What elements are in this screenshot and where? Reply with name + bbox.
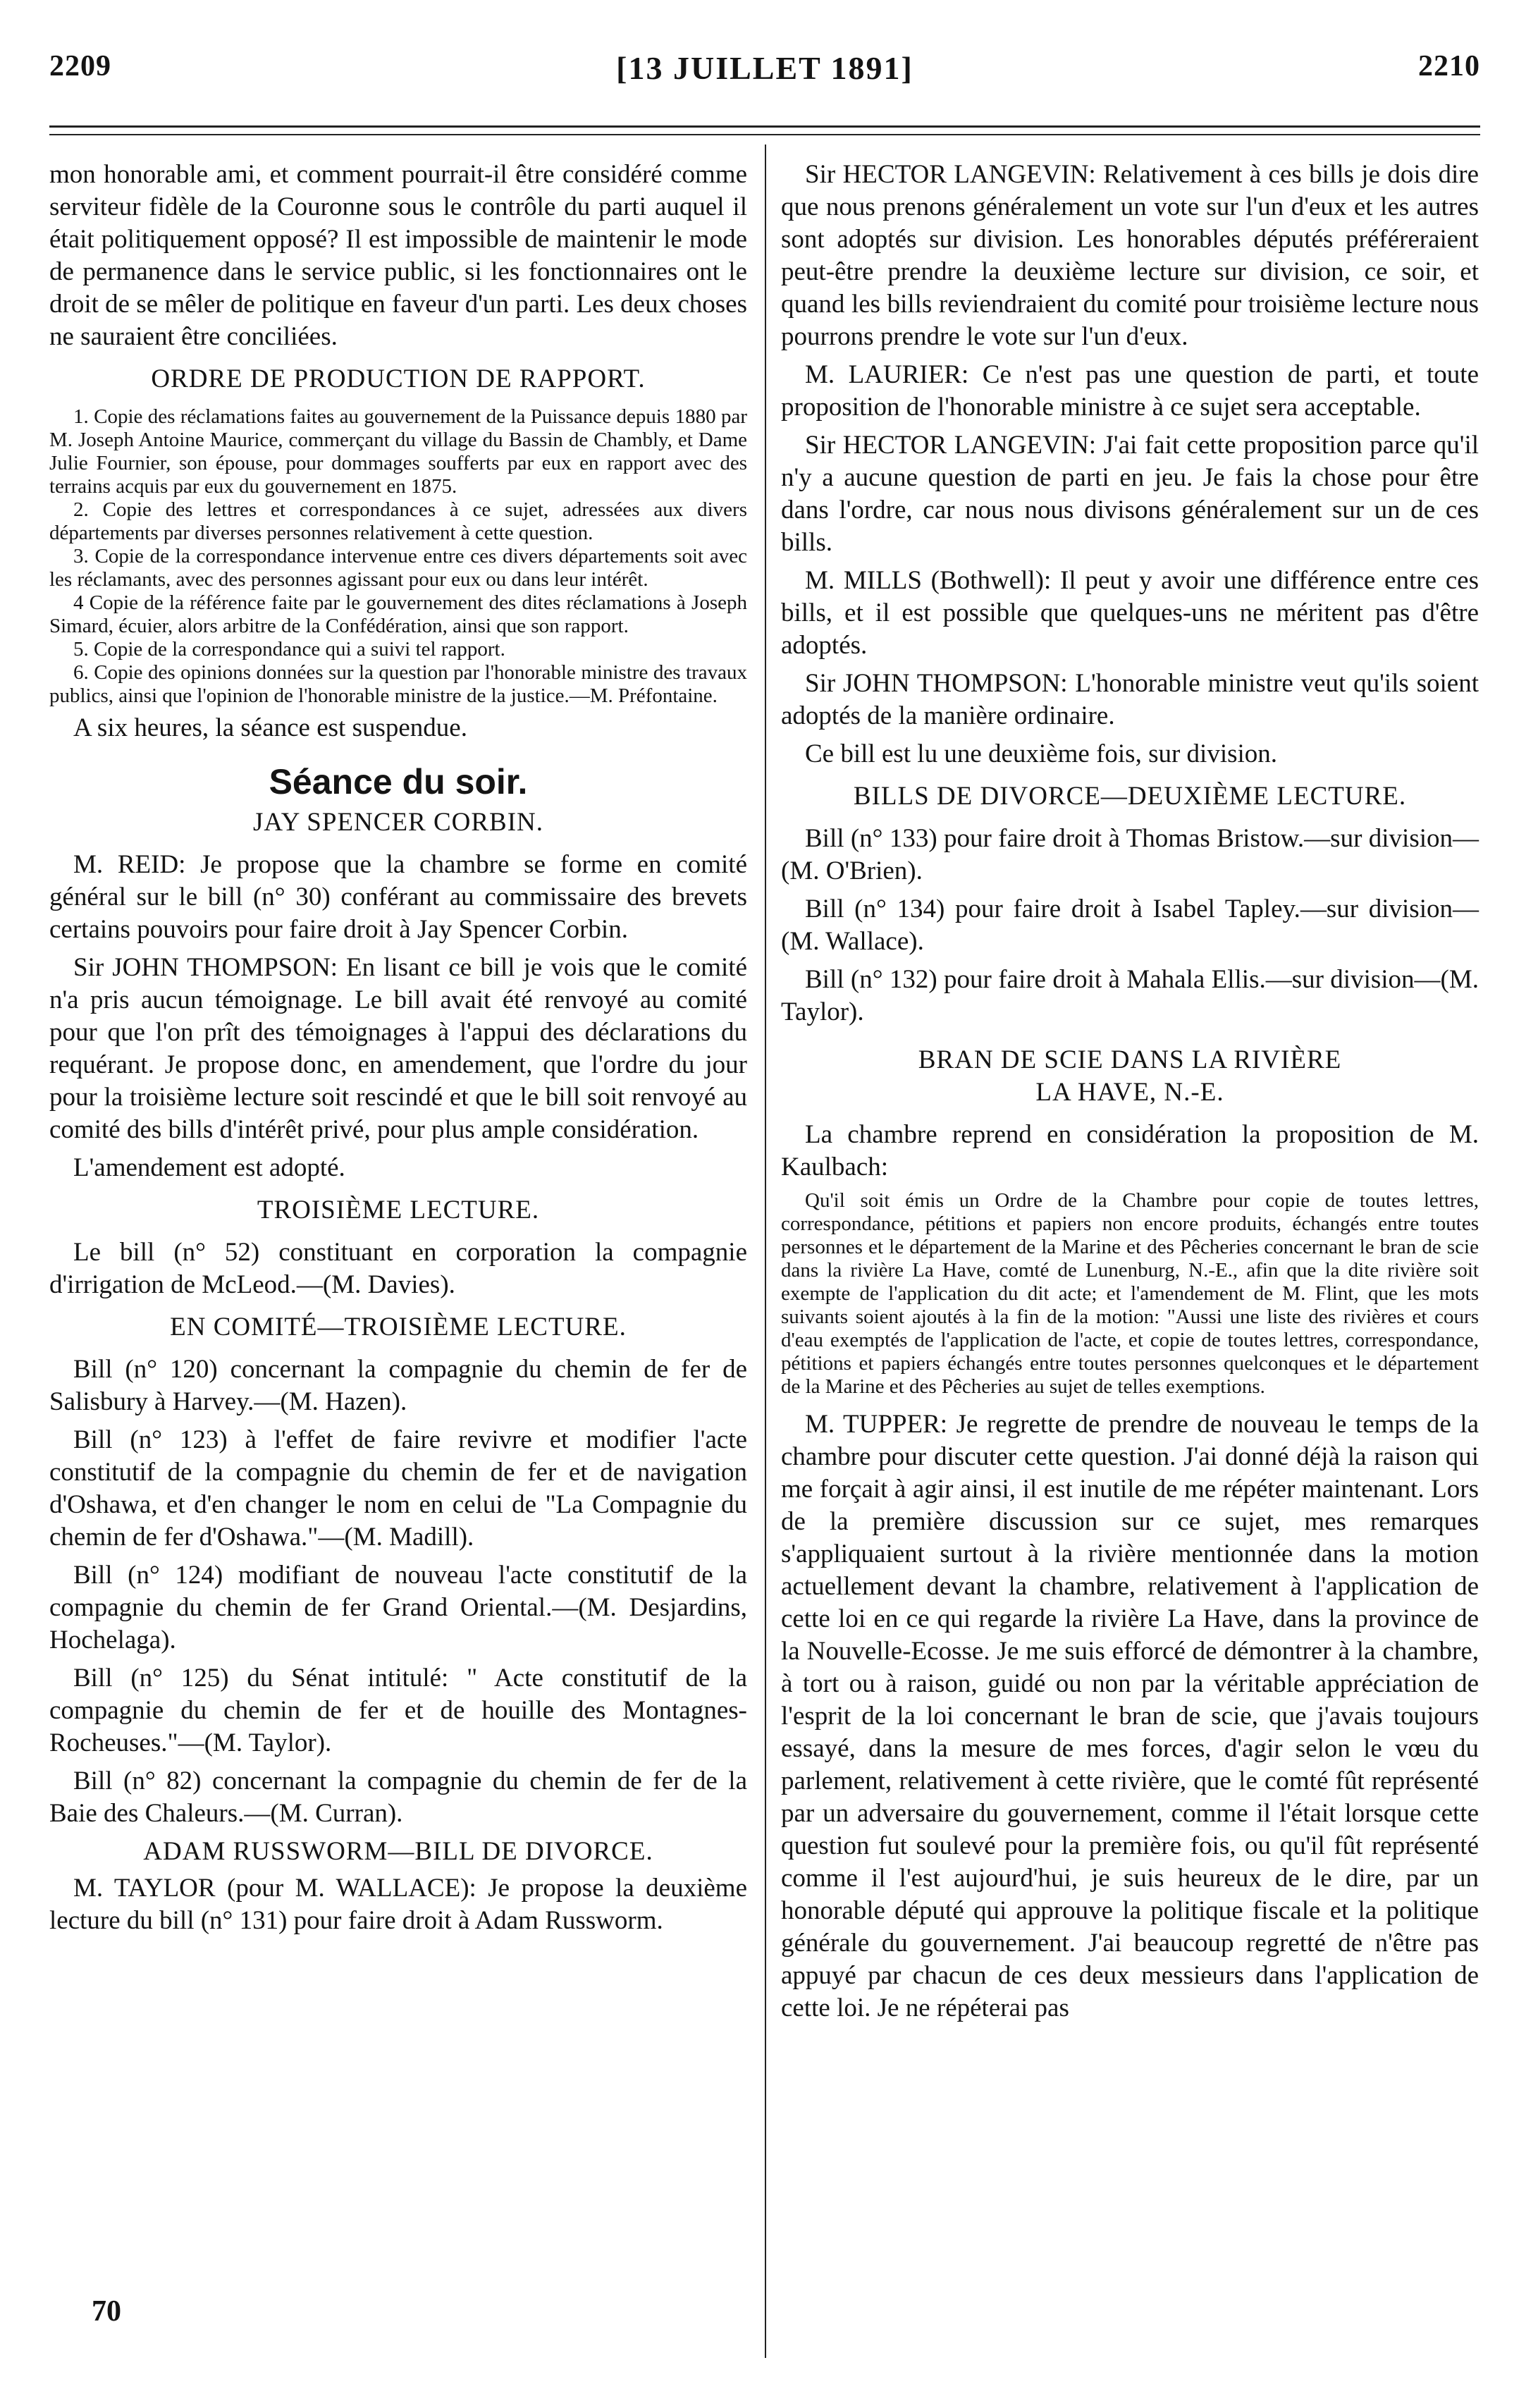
header-rule-bottom — [49, 134, 1480, 135]
paragraph: M. TUPPER: Je regrette de prendre de nouveau le temps de la chambre pour discuter cette question. J'ai donné déjà la raison qui me forçait à agir ainsi, il est inutile de me répéter maintenant. Lors de la première discussion sur ce sujet, mes remarques s'appliquaient surtout à la rivière mentionnée dans la motion actuellement devant la chambre, relativement à l'application de cette loi en ce qui regarde la rivière La Have, dans la province de la Nouvelle-Ecosse. Je me suis efforcé de démontrer à la chambre, à tort ou à raison, guidé ou non par la véritable appréciation de l'esprit de la loi concernant le bran de scie, que j'avais toujours essayé, dans la mesure de mes forces, d'agir selon le vœu du parlement, relativement à cette rivière, que le comté fût représenté par un adversaire du gouvernement, comme il l'était lorsque cette question fut soulevé pour la première fois, ou qu'il fût représenté comme il l'est aujourd'hui, je suis heureux de le dire, par un honorable député qui approuve la politique fiscale et la politique générale du gouvernement. J'ai beaucoup regretté de n'être pas appuyé par chacun de ces deux messieurs dans l'application de cette loi. Je ne répéterai pas — [781, 1410, 1479, 2022]
paragraph: Sir JOHN THOMPSON: En lisant ce bill je vois que le comité n'a pris aucun témoignage. Le bill avait été renvoyé au comité pour que l'on prît des témoignages à l'appui des déclarations du requérant. Je propose donc, en amendement, que l'ordre du jour pour la troisième lecture soit rescindé et que le bill soit renvoyé au comité des bills d'intérêt privé, pour plus ample considération. — [49, 953, 747, 1144]
signature-number: 70 — [92, 2295, 121, 2328]
paragraph: Bill (n° 133) pour faire droit à Thomas Bristow.—sur division—(M. O'Brien). — [781, 824, 1479, 885]
paragraph: Bill (n° 132) pour faire droit à Mahala Ellis.—sur division—(M. Taylor). — [781, 965, 1479, 1026]
paragraph: Le bill (n° 52) constituant en corporation la compagnie d'irrigation de McLeod.—(M. Davies). — [49, 1238, 747, 1299]
paragraph: M. MILLS (Bothwell): Il peut y avoir une différence entre ces bills, et il est possible que quelques-uns ne méritent pas d'être adoptés. — [781, 566, 1479, 660]
right-column — [781, 159, 1479, 2030]
section-heading: EN COMITÉ—TROISIÈME LECTURE. — [170, 1313, 627, 1341]
order-item: 4 Copie de la référence faite par le gouvernement des dites réclamations à Joseph Simard, écuier, alors arbitre de la Confédération, ainsi que son rapport. — [49, 591, 747, 637]
session-title: Séance du soir. — [269, 762, 528, 801]
order-item: 1. Copie des réclamations faites au gouvernement de la Puissance depuis 1880 par M. Joseph Antoine Maurice, commerçant du village du Bassin de Chambly, et Dame Julie Fournier, son épouse, pour dommages soufferts par eux en rapport avec des terrains acquis par eux du gouvernement en 1875. — [49, 405, 747, 498]
paragraph: La chambre reprend en considération la proposition de M. Kaulbach: — [781, 1120, 1479, 1181]
paragraph: Bill (n° 120) concernant la compagnie du chemin de fer de Salisbury à Harvey.—(M. Hazen). — [49, 1355, 747, 1416]
paragraph: A six heures, la séance est suspendue. — [73, 713, 467, 742]
paragraph: Sir JOHN THOMPSON: L'honorable ministre veut qu'ils soient adoptés de la manière ordinaire. — [781, 669, 1479, 730]
paragraph: M. TAYLOR (pour M. WALLACE): Je propose la deuxième lecture du bill (n° 131) pour faire droit à Adam Russworm. — [49, 1874, 747, 1935]
paragraph: Bill (n° 82) concernant la compagnie du chemin de fer de la Baie des Chaleurs.—(M. Curran). — [49, 1767, 747, 1828]
paragraph: Sir HECTOR LANGEVIN: J'ai fait cette proposition parce qu'il n'y a aucune question de parti en jeu. Je fais la chose pour être dans l'ordre, car nous nous divisons généralement sur un de ces bills. — [781, 431, 1479, 557]
section-heading: LA HAVE, N.-E. — [1035, 1078, 1224, 1107]
section-heading: TROISIÈME LECTURE. — [257, 1196, 540, 1224]
section-heading: BILLS DE DIVORCE—DEUXIÈME LECTURE. — [853, 782, 1407, 811]
order-item: 2. Copie des lettres et correspondances à ce sujet, adressées aux divers départements par diverses personnes relativement à cette question. — [49, 498, 747, 544]
section-heading: BRAN DE SCIE DANS LA RIVIÈRE — [918, 1045, 1342, 1074]
column-divider — [765, 145, 766, 2358]
paragraph: Bill (n° 125) du Sénat intitulé: " Acte constitutif de la compagnie du chemin de fer et de houille des Montagnes-Rocheuses."—(M. Taylor). — [49, 1664, 747, 1757]
paragraph: Bill (n° 123) à l'effet de faire revivre et modifier l'acte constitutif de la compagnie du chemin de fer et de navigation d'Oshawa, et d'en changer le nom en celui de "La Compagnie du chemin de fer d'Oshawa."—(M. Madill). — [49, 1425, 747, 1552]
section-heading: ORDRE DE PRODUCTION DE RAPPORT. — [151, 364, 646, 393]
header-date: [13 JUILLET 1891] — [616, 50, 913, 86]
section-heading: ADAM RUSSWORM—BILL DE DIVORCE. — [143, 1837, 653, 1866]
page-header — [49, 49, 1480, 92]
paragraph: Sir HECTOR LANGEVIN: Relativement à ces bills je dois dire que nous prenons généralement un vote sur l'un d'eux et les autres sont adoptés sur division. Les honorables députés préféreraient peut-être prendre la deuxième lecture sur division, ce soir, et quand les bills reviendraient du comité pour troisième lecture nous pourrons prendre le vote sur l'un d'eux. — [781, 160, 1479, 351]
order-item: 5. Copie de la correspondance qui a suivi tel rapport. — [73, 638, 505, 661]
section-heading: JAY SPENCER CORBIN. — [252, 808, 544, 837]
page-number-left: 2209 — [49, 50, 111, 82]
left-column — [49, 159, 747, 1943]
paragraph: M. REID: Je propose que la chambre se forme en comité général sur le bill (n° 30) conférant au commissaire des brevets certains pouvoirs pour faire droit à Jay Spencer Corbin. — [49, 850, 747, 944]
paragraph: L'amendement est adopté. — [73, 1153, 345, 1182]
paragraph: mon honorable ami, et comment pourrait-il être considéré comme serviteur fidèle de la Couronne sous le contrôle du parti auquel il était politiquement opposé? Il est impossible de maintenir le mode de permanence dans le service public, si les fonctionnaires ont le droit de se mêler de politique en faveur d'un parti. Les deux choses ne sauraient être conciliées. — [49, 160, 747, 351]
motion-text: Qu'il soit émis un Ordre de la Chambre pour copie de toutes lettres, correspondance, pétitions et papiers non encore produits, échangés entre toutes personnes et le département de la Marine et des Pêcheries concernant le bran de scie dans la rivière La Have, comté de Lunenburg, N.-E., afin que la dite rivière soit exempte de l'application du dit acte; et l'amendement de M. Flint, que les mots suivants soient ajoutés à la fin de la motion: "Aussi une liste des rivières et cours d'eau exemptés de l'application de l'acte, et copie de toutes lettres, correspondance, pétitions et papiers échangés entre toutes personnes quelconques et le département de la Marine et des Pêcheries au sujet de telles exemptions. — [781, 1189, 1479, 1398]
order-item: 6. Copie des opinions données sur la question par l'honorable ministre des travaux publics, ainsi que l'opinion de l'honorable ministre de la justice.—M. Préfontaine. — [49, 661, 747, 707]
header-rule-top — [49, 125, 1480, 128]
paragraph: Bill (n° 134) pour faire droit à Isabel Tapley.—sur division—(M. Wallace). — [781, 895, 1479, 956]
page-number-right: 2210 — [1418, 50, 1480, 82]
order-item: 3. Copie de la correspondance intervenue entre ces divers départements soit avec les réclamants, avec des personnes agissant pour eux ou dans leur intérêt. — [49, 545, 747, 591]
paragraph: Ce bill est lu une deuxième fois, sur division. — [805, 739, 1278, 768]
paragraph: Bill (n° 124) modifiant de nouveau l'acte constitutif de la compagnie du chemin de fer Grand Oriental.—(M. Desjardins, Hochelaga). — [49, 1561, 747, 1654]
paragraph: M. LAURIER: Ce n'est pas une question de parti, et toute proposition de l'honorable ministre à ce sujet sera acceptable. — [781, 360, 1479, 422]
